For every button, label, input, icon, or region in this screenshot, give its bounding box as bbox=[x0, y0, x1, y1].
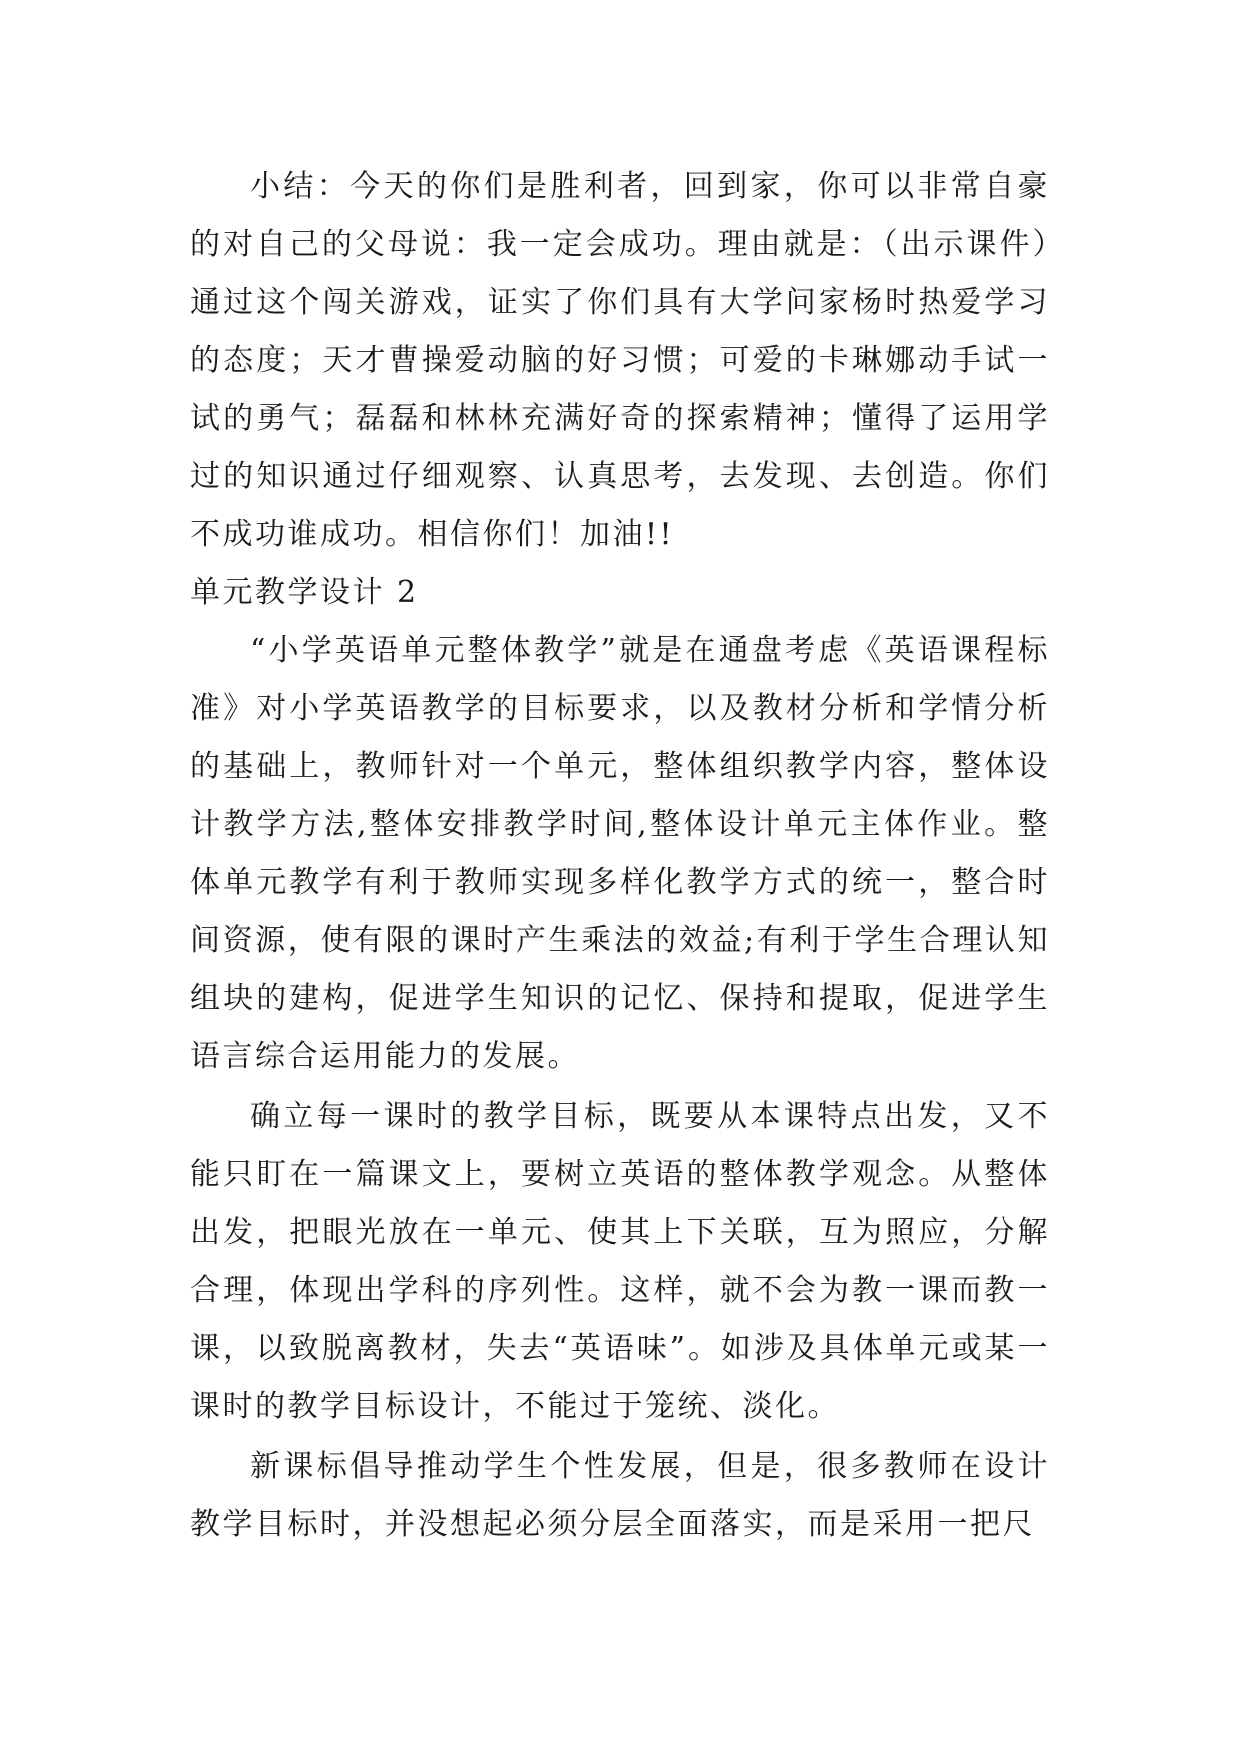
section-heading: 单元教学设计 2 bbox=[190, 575, 419, 610]
paragraph-summary: 小结：今天的你们是胜利者，回到家，你可以非常自豪的对自己的父母说：我一定会成功。理由就是：（出示课件）通过这个闯关游戏，证实了你们具有大学问家杨时热爱学习的态度；天才曹操爱动脑的好习惯；可爱的卡琳娜动手试一试的勇气；磊磊和林林充满好奇的探索精神；懂得了运用学过的知识通过仔细观察、认真思考，去发现、去创造。你们不成功谁成功。相信你们！加油!! bbox=[190, 169, 1050, 552]
paragraph-unit-teaching: “小学英语单元整体教学”就是在通盘考虑《英语课程标准》对小学英语教学的目标要求，以及教材分析和学情分析的基础上，教师针对一个单元，整体组织教学内容，整体设计教学方法,整体安排教学时间,整体设计单元主体作业。整体单元教学有利于教师实现多样化教学方式的统一，整合时间资源，使有限的课时产生乘法的效益;有利于学生合理认知组块的建构，促进学生知识的记忆、保持和提取，促进学生语言综合运用能力的发展。 bbox=[190, 633, 1050, 1074]
paragraph-individual-development: 新课标倡导推动学生个性发展，但是，很多教师在设计教学目标时，并没想起必须分层全面落实，而是采用一把尺 bbox=[190, 1449, 1050, 1542]
document-page bbox=[190, 158, 1050, 1554]
paragraph-lesson-objectives: 确立每一课时的教学目标，既要从本课特点出发，又不能只盯在一篇课文上，要树立英语的整体教学观念。从整体出发，把眼光放在一单元、使其上下关联，互为照应，分解合理，体现出学科的序列性。这样，就不会为教一课而教一课，以致脱离教材，失去“英语味”。如涉及具体单元或某一课时的教学目标设计，不能过于笼统、淡化。 bbox=[190, 1099, 1050, 1424]
